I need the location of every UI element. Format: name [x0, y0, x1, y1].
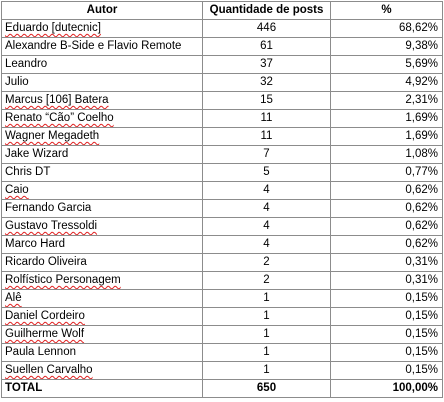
cell-posts-text: 1	[263, 346, 270, 358]
cell-autor[interactable]	[2, 128, 203, 146]
cell-autor-text: Caio	[5, 184, 29, 196]
table-row	[2, 254, 443, 272]
cell-posts[interactable]	[203, 236, 331, 254]
table-row	[2, 290, 443, 308]
cell-pct-text: 1,69%	[405, 130, 438, 142]
cell-pct-text: 0,62%	[405, 184, 438, 196]
cell-autor-text: Wagner Megadeth	[5, 130, 100, 142]
table-row	[2, 74, 443, 92]
cell-posts-text: 446	[256, 22, 277, 34]
total-posts[interactable]: 650	[203, 380, 331, 398]
cell-pct[interactable]	[331, 38, 443, 56]
cell-posts[interactable]	[203, 92, 331, 110]
table-row	[2, 362, 443, 380]
cell-pct-text: 5,69%	[405, 58, 438, 70]
cell-pct[interactable]	[331, 164, 443, 182]
header-autor[interactable]: Autor	[2, 2, 203, 20]
cell-pct-text: 2,31%	[405, 94, 438, 106]
cell-posts[interactable]	[203, 56, 331, 74]
cell-pct-text: 0,62%	[405, 238, 438, 250]
cell-autor[interactable]	[2, 38, 203, 56]
cell-autor[interactable]	[2, 272, 203, 290]
cell-autor[interactable]	[2, 254, 203, 272]
cell-pct-text: 0,15%	[405, 364, 438, 376]
cell-pct[interactable]	[331, 236, 443, 254]
cell-posts-text: 4	[263, 202, 270, 214]
cell-pct-text: 68,62%	[398, 22, 438, 34]
cell-pct-text: 0,77%	[405, 166, 438, 178]
cell-autor-text: Julio	[5, 76, 29, 88]
cell-pct-text: 0,15%	[405, 346, 438, 358]
cell-pct[interactable]	[331, 362, 443, 380]
cell-pct[interactable]	[331, 110, 443, 128]
cell-pct-text: 0,15%	[405, 328, 438, 340]
cell-pct[interactable]	[331, 290, 443, 308]
cell-posts[interactable]	[203, 344, 331, 362]
cell-posts-text: 4	[263, 184, 270, 196]
cell-posts-text: 15	[260, 94, 273, 106]
cell-autor[interactable]	[2, 110, 203, 128]
cell-autor[interactable]	[2, 362, 203, 380]
cell-pct[interactable]	[331, 308, 443, 326]
table-row	[2, 326, 443, 344]
table-row	[2, 128, 443, 146]
cell-posts[interactable]	[203, 74, 331, 92]
total-row	[2, 380, 443, 398]
cell-posts[interactable]	[203, 146, 331, 164]
table-row	[2, 56, 443, 74]
table-row	[2, 182, 443, 200]
cell-autor[interactable]	[2, 326, 203, 344]
cell-pct-text: 0,31%	[405, 274, 438, 286]
table-row	[2, 308, 443, 326]
cell-autor-text: Ricardo Oliveira	[5, 256, 87, 268]
cell-posts[interactable]	[203, 182, 331, 200]
cell-posts-text: 2	[263, 256, 270, 268]
cell-pct[interactable]	[331, 344, 443, 362]
cell-pct[interactable]	[331, 326, 443, 344]
cell-posts-text: 32	[260, 76, 273, 88]
cell-autor-text: Eduardo [dutecnic]	[5, 22, 101, 34]
total-label[interactable]: TOTAL	[2, 380, 203, 398]
cell-posts-text: 1	[263, 310, 270, 322]
cell-autor-text: Renato “Cão” Coelho	[5, 112, 114, 124]
cell-posts-text: 61	[260, 40, 273, 52]
cell-posts-text: 2	[263, 274, 270, 286]
cell-autor-text: Daniel Cordeiro	[5, 310, 85, 322]
cell-pct-text: 0,62%	[405, 220, 438, 232]
table-row	[2, 20, 443, 38]
cell-pct[interactable]	[331, 20, 443, 38]
cell-autor-text: Marcus [106] Batera	[5, 94, 109, 106]
cell-pct[interactable]	[331, 254, 443, 272]
header-row	[2, 2, 443, 20]
cell-pct[interactable]	[331, 146, 443, 164]
header-posts[interactable]: Quantidade de posts	[203, 2, 331, 20]
cell-posts[interactable]	[203, 290, 331, 308]
cell-autor-text: Guilherme Wolf	[5, 328, 85, 340]
cell-posts[interactable]	[203, 38, 331, 56]
table-row	[2, 92, 443, 110]
cell-autor[interactable]	[2, 56, 203, 74]
cell-autor[interactable]	[2, 74, 203, 92]
cell-autor-text: Alexandre B-Side e Flavio Remote	[5, 40, 182, 52]
cell-pct[interactable]	[331, 272, 443, 290]
cell-autor-text: Alê	[5, 292, 22, 304]
cell-posts[interactable]	[203, 20, 331, 38]
cell-pct-text: 0,62%	[405, 202, 438, 214]
table-row	[2, 272, 443, 290]
table-row	[2, 110, 443, 128]
cell-posts[interactable]	[203, 218, 331, 236]
table-row	[2, 38, 443, 56]
cell-pct-text: 9,38%	[405, 40, 438, 52]
table-row	[2, 344, 443, 362]
table-body	[2, 20, 443, 398]
cell-autor-text: Marco Hard	[5, 238, 66, 250]
cell-posts-text: 7	[263, 148, 270, 160]
cell-posts[interactable]	[203, 128, 331, 146]
cell-autor-text: Leandro	[5, 58, 48, 70]
cell-posts[interactable]	[203, 110, 331, 128]
cell-posts[interactable]	[203, 362, 331, 380]
cell-autor[interactable]	[2, 308, 203, 326]
cell-pct[interactable]	[331, 56, 443, 74]
table-row	[2, 218, 443, 236]
cell-autor-text: Chris DT	[5, 166, 51, 178]
cell-autor[interactable]	[2, 164, 203, 182]
cell-posts-text: 1	[263, 292, 270, 304]
header-pct[interactable]: %	[331, 2, 443, 20]
cell-posts[interactable]	[203, 272, 331, 290]
cell-posts[interactable]	[203, 164, 331, 182]
cell-posts-text: 4	[263, 238, 270, 250]
total-pct[interactable]: 100,00%	[331, 380, 443, 398]
cell-autor-text: Gustavo Tressoldi	[5, 220, 98, 232]
cell-autor[interactable]	[2, 200, 203, 218]
cell-autor[interactable]	[2, 344, 203, 362]
cell-pct[interactable]	[331, 182, 443, 200]
cell-posts[interactable]	[203, 326, 331, 344]
cell-posts-text: 1	[263, 364, 270, 376]
cell-pct-text: 4,92%	[405, 76, 438, 88]
table-row	[2, 200, 443, 218]
cell-posts-text: 37	[260, 58, 273, 70]
cell-autor[interactable]	[2, 20, 203, 38]
cell-posts-text: 11	[260, 130, 273, 142]
cell-pct-text: 0,31%	[405, 256, 438, 268]
cell-posts-text: 11	[260, 112, 273, 124]
cell-pct-text: 1,69%	[405, 112, 438, 124]
cell-posts[interactable]	[203, 200, 331, 218]
cell-autor[interactable]	[2, 290, 203, 308]
cell-pct[interactable]	[331, 200, 443, 218]
cell-pct[interactable]	[331, 218, 443, 236]
cell-autor[interactable]	[2, 92, 203, 110]
posts-table	[1, 1, 443, 398]
cell-pct-text: 0,15%	[405, 310, 438, 322]
cell-autor[interactable]	[2, 236, 203, 254]
table-row	[2, 164, 443, 182]
cell-posts-text: 4	[263, 220, 270, 232]
cell-autor-text: Paula Lennon	[5, 346, 76, 358]
cell-autor[interactable]	[2, 146, 203, 164]
cell-autor-text: Fernando Garcia	[5, 202, 92, 214]
cell-pct[interactable]	[331, 92, 443, 110]
cell-pct-text: 0,15%	[405, 292, 438, 304]
cell-autor-text: Jake Wizard	[5, 148, 69, 160]
cell-pct[interactable]	[331, 128, 443, 146]
table-row	[2, 146, 443, 164]
cell-posts-text: 5	[263, 166, 270, 178]
cell-autor-text: Rolfístico Personagem	[5, 274, 121, 286]
cell-autor[interactable]	[2, 218, 203, 236]
cell-pct[interactable]	[331, 74, 443, 92]
spreadsheet	[1, 1, 443, 398]
cell-posts[interactable]	[203, 254, 331, 272]
cell-pct-text: 1,08%	[405, 148, 438, 160]
cell-posts[interactable]	[203, 308, 331, 326]
table-row	[2, 236, 443, 254]
cell-posts-text: 1	[263, 328, 270, 340]
cell-autor[interactable]	[2, 182, 203, 200]
cell-autor-text: Suellen Carvalho	[5, 364, 93, 376]
